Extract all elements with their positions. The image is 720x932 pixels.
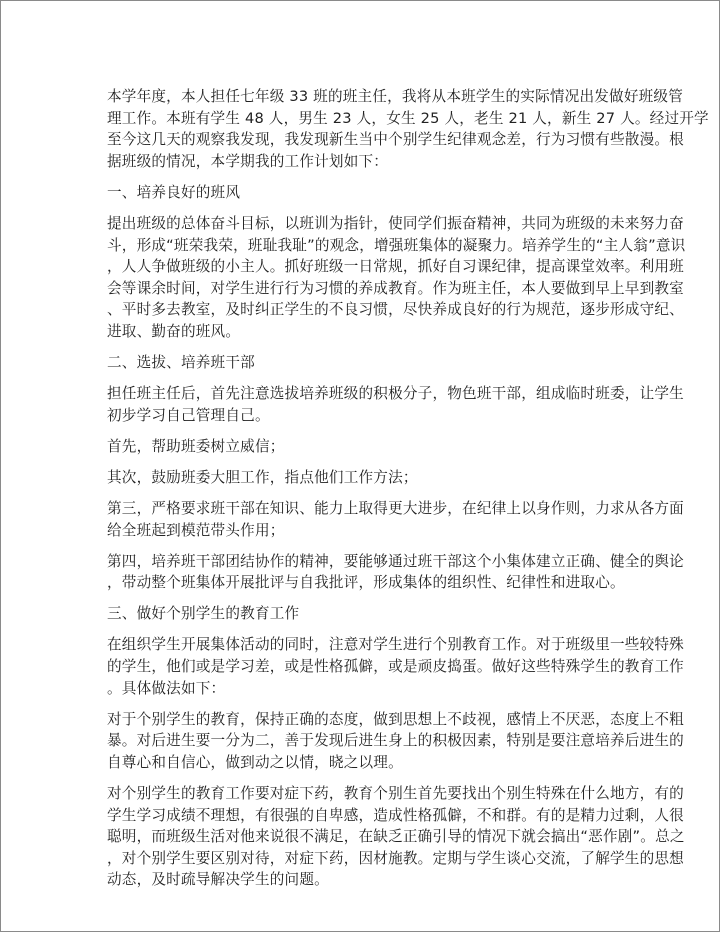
text-line: 自尊心和自信心，做到动之以情，晓之以理。 bbox=[107, 753, 403, 771]
paragraph bbox=[107, 383, 684, 426]
text-line: 对个别学生的教育工作要对症下药，教育个别生首先要找出个别生特殊在什么地方，有的 bbox=[107, 785, 684, 803]
paragraph bbox=[107, 86, 709, 172]
text-line: 二、选拔、培养班干部 bbox=[107, 354, 255, 372]
text-line: 。具体做法如下： bbox=[107, 679, 226, 697]
text-line: 一、培养良好的班风 bbox=[107, 183, 241, 201]
text-line: 、平时多去教室，及时纠正学生的不良习惯，尽快养成良好的行为规范，逐步形成守纪、 bbox=[107, 301, 684, 319]
text-line: 对于个别学生的教育，保持正确的态度，做到思想上不歧视，感情上不厌恶，态度上不粗 bbox=[107, 710, 684, 728]
text-line: 在组织学生开展集体活动的同时，注意对学生进行个别教育工作。对于班级里一些较特殊 bbox=[107, 636, 684, 654]
text-line: ，带动整个班集体开展批评与自我批评，形成集体的组织性、纪律性和进取心。 bbox=[107, 574, 625, 592]
text-line: 理工作。本班有学生 48 人，男生 23 人，女生 25 人，老生 21 人，新生 27 人。经过开学 bbox=[107, 109, 709, 127]
text-line: 据班级的情况，本学期我的工作计划如下： bbox=[107, 152, 389, 170]
paragraph bbox=[107, 783, 685, 891]
paragraph bbox=[107, 436, 607, 458]
text-line: 其次，鼓励班委大胆工作，指点他们工作方法； bbox=[107, 468, 418, 486]
text-line: 暴。对后进生要一分为二，善于发现后进生身上的积极因素，特别是要注意培养后进生的 bbox=[107, 732, 684, 750]
text-line: 初步学习自己管理自己。 bbox=[107, 406, 270, 424]
text-line: ，对个别学生要区别对待，对症下药，因材施教。定期与学生谈心交流，了解学生的思想 bbox=[107, 849, 684, 867]
section-heading bbox=[107, 182, 607, 204]
text-line: 本学年度，本人担任七年级 33 班的班主任，我将从本班学生的实际情况出发做好班级管 bbox=[107, 88, 684, 105]
text-line: 提出班级的总体奋斗目标，以班训为指针，使同学们振奋精神，共同为班级的未来努力奋 bbox=[107, 214, 684, 232]
paragraph bbox=[107, 467, 607, 489]
text-line: 三、做好个别学生的教育工作 bbox=[107, 605, 300, 623]
text-line: 给全班起到模范带头作用； bbox=[107, 521, 285, 539]
text-line: 第四，培养班干部团结协作的精神，要能够通过班干部这个小集体建立正确、健全的舆论 bbox=[107, 552, 684, 570]
text-line: 首先，帮助班委树立威信； bbox=[107, 437, 285, 455]
paragraph bbox=[107, 498, 684, 541]
paragraph bbox=[107, 213, 686, 343]
text-line: 担任班主任后，首先注意选拔培养班级的积极分子，物色班干部，组成临时班委，让学生 bbox=[107, 385, 684, 403]
text-line: 动态，及时疏导解决学生的问题。 bbox=[107, 871, 329, 889]
text-line: 会等课余时间，对学生进行行为习惯的养成教育。作为班主任，本人要做到早上早到教室 bbox=[107, 279, 684, 297]
text-line: 聪明，而班级生活对他来说很不满足，在缺乏正确引导的情况下就会搞出“恶作剧”。总之 bbox=[107, 828, 685, 846]
text-line: 斗，形成“班荣我荣，班耻我耻”的观念，增强班集体的凝聚力。培养学生的“主人翁”意识 bbox=[107, 236, 686, 254]
text-line: 的学生，他们或是学习差，或是性格孤僻，或是顽皮捣蛋。做好这些特殊学生的教育工作 bbox=[107, 658, 684, 676]
text-line: 进取、勤奋的班风。 bbox=[107, 322, 241, 340]
paragraph bbox=[107, 709, 684, 774]
text-line: ，人人争做班级的小主人。抓好班级一日常规，抓好自习课纪律，提高课堂效率。利用班 bbox=[107, 258, 684, 276]
paragraph bbox=[107, 551, 684, 594]
paragraph bbox=[107, 634, 684, 699]
section-heading bbox=[107, 352, 607, 374]
section-heading bbox=[107, 603, 607, 625]
text-line: 至今这几天的观察我发现，我发现新生当中个别学生纪律观念差，行为习惯有些散漫。根 bbox=[107, 131, 684, 149]
text-line: 学生学习成绩不理想，有很强的自卑感，造成性格孤僻，不和群。有的是精力过剩，人很 bbox=[107, 806, 684, 824]
text-line: 第三，严格要求班干部在知识、能力上取得更大进步，在纪律上以身作则，力求从各方面 bbox=[107, 500, 684, 517]
document-body bbox=[107, 86, 709, 901]
